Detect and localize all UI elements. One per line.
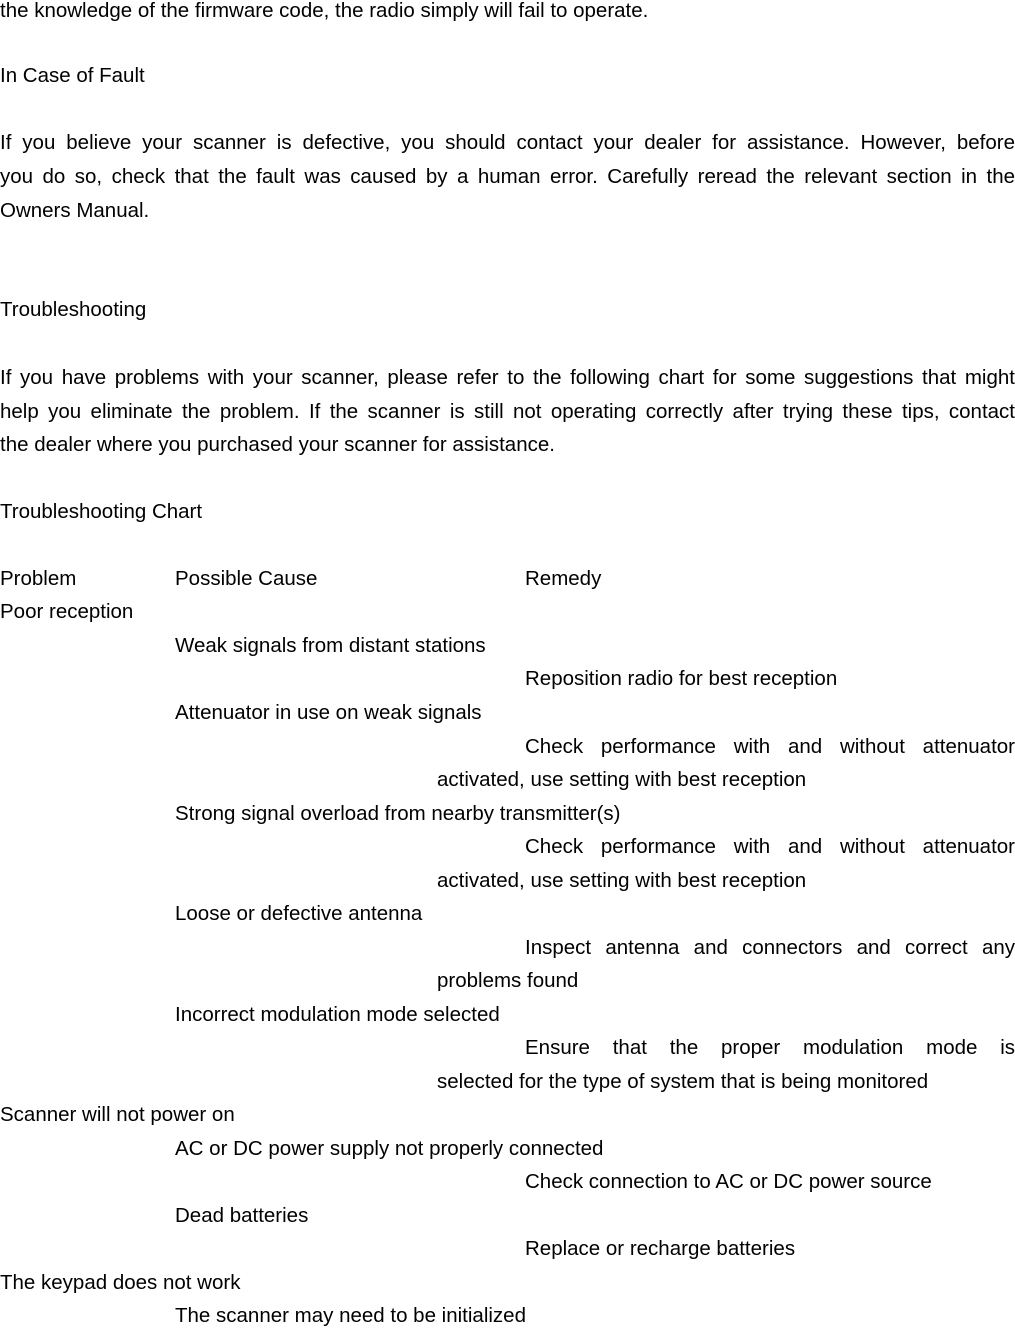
- chart-header-remedy: Remedy: [525, 567, 602, 590]
- fault-paragraph-line: Owners Manual.: [0, 199, 150, 222]
- chart-header-problem: Problem: [0, 567, 77, 590]
- cause-text: AC or DC power supply not properly connected: [175, 1137, 604, 1160]
- problem-label: Scanner will not power on: [0, 1103, 235, 1126]
- cause-text: Attenuator in use on weak signals: [175, 701, 482, 724]
- chart-header-cause: Possible Cause: [175, 567, 318, 590]
- remedy-text: Reposition radio for best reception: [525, 667, 838, 690]
- fault-paragraph-line: you do so, check that the fault was caused by a human error. Carefully reread the relevant section in the: [0, 165, 1015, 188]
- remedy-text: Replace or recharge batteries: [525, 1237, 796, 1260]
- remedy-text: Check connection to AC or DC power source: [525, 1170, 932, 1193]
- fault-heading: In Case of Fault: [0, 64, 145, 87]
- troubleshooting-paragraph-line: the dealer where you purchased your scanner for assistance.: [0, 433, 555, 456]
- remedy-text: activated, use setting with best reception: [437, 869, 807, 892]
- remedy-text: Check performance with and without attenuator: [525, 735, 1015, 758]
- cause-text: Strong signal overload from nearby transmitter(s): [175, 802, 621, 825]
- problem-label: Poor reception: [0, 600, 134, 623]
- cause-text: Loose or defective antenna: [175, 902, 423, 925]
- troubleshooting-heading: Troubleshooting: [0, 298, 147, 321]
- cause-text: Weak signals from distant stations: [175, 634, 486, 657]
- intro-tail-text: the knowledge of the firmware code, the radio simply will fail to operate.: [0, 0, 649, 22]
- remedy-text: Check performance with and without attenuator: [525, 835, 1015, 858]
- problem-label: The keypad does not work: [0, 1271, 241, 1294]
- remedy-text: Inspect antenna and connectors and correct any: [525, 936, 1015, 959]
- cause-text: Incorrect modulation mode selected: [175, 1003, 500, 1026]
- cause-text: The scanner may need to be initialized: [175, 1304, 526, 1327]
- fault-paragraph-line: If you believe your scanner is defective, you should contact your dealer for assistance. However, before: [0, 131, 1015, 154]
- remedy-text: selected for the type of system that is being monitored: [437, 1070, 929, 1093]
- remedy-text: activated, use setting with best reception: [437, 768, 807, 791]
- remedy-text: problems found: [437, 969, 579, 992]
- troubleshooting-paragraph-line: help you eliminate the problem. If the scanner is still not operating correctly after trying these tips, contact: [0, 400, 1015, 423]
- remedy-text: Ensure that the proper modulation mode is: [525, 1036, 1015, 1059]
- troubleshooting-paragraph-line: If you have problems with your scanner, please refer to the following chart for some suggestions that might: [0, 366, 1015, 389]
- cause-text: Dead batteries: [175, 1204, 309, 1227]
- chart-title: Troubleshooting Chart: [0, 500, 203, 523]
